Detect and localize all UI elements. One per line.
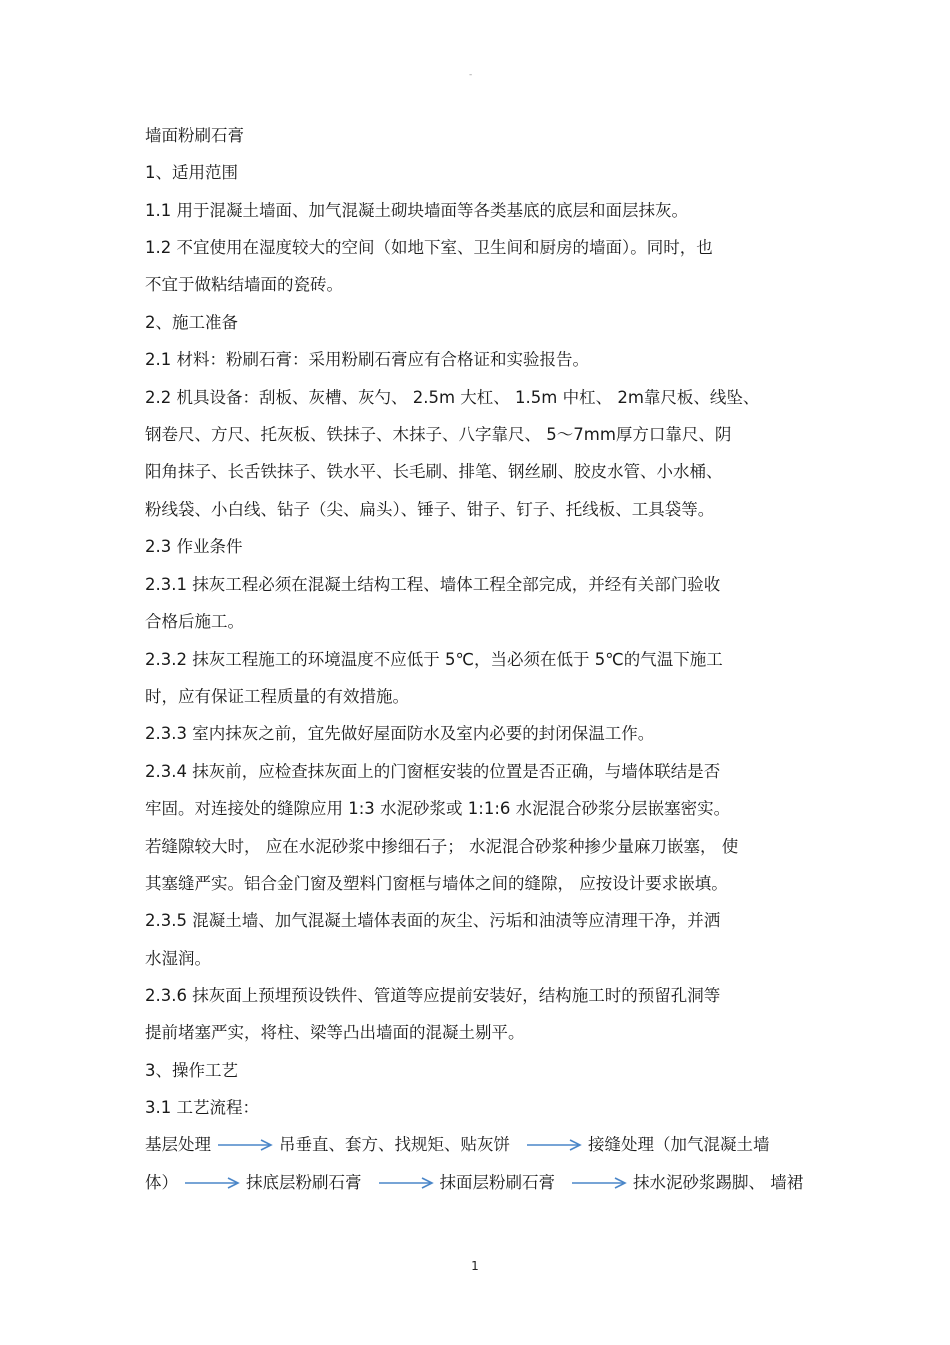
right-arrow-icon xyxy=(571,1176,627,1190)
paragraph-line: 2.2 机具设备：刮板、灰槽、灰勺、 2.5m 大杠、 1.5m 中杠、 2m靠尺板、线坠、 xyxy=(145,388,760,407)
flow-step: 体） xyxy=(145,1173,178,1192)
section-heading: 2、施工准备 xyxy=(145,313,238,332)
paragraph-line: 若缝隙较大时， 应在水泥砂浆中掺细石子； 水泥混合砂浆种掺少量麻刀嵌塞， 使 xyxy=(145,837,739,856)
right-arrow-icon xyxy=(184,1176,240,1190)
page-number: 1 xyxy=(471,1259,479,1273)
flow-step: 吊垂直、套方、找规矩、贴灰饼 xyxy=(279,1135,510,1154)
right-arrow-icon xyxy=(378,1176,434,1190)
document-title: 墙面粉刷石膏 xyxy=(145,126,244,145)
paragraph-line: 其塞缝严实。铝合金门窗及塑料门窗框与墙体之间的缝隙， 应按设计要求嵌填。 xyxy=(145,874,728,893)
paragraph-line: 2.3.5 混凝土墙、加气混凝土墙体表面的灰尘、污垢和油渍等应清理干净，并洒 xyxy=(145,911,721,930)
header-mark: - xyxy=(469,70,473,80)
paragraph-line: 2.3.1 抹灰工程必须在混凝土结构工程、墙体工程全部完成，并经有关部门验收 xyxy=(145,575,721,594)
paragraph-line: 水湿润。 xyxy=(145,949,211,968)
paragraph-line: 牢固。对连接处的缝隙应用 1:3 水泥砂浆或 1:1:6 水泥混合砂浆分层嵌塞密实。 xyxy=(145,799,731,818)
flow-step: 抹底层粉刷石膏 xyxy=(246,1173,362,1192)
flow-step: 抹面层粉刷石膏 xyxy=(439,1173,555,1192)
paragraph-line: 1.1 用于混凝土墙面、加气混凝土砌块墙面等各类基底的底层和面层抹灰。 xyxy=(145,201,688,220)
flow-step: 基层处理 xyxy=(145,1135,211,1154)
flow-step: 抹水泥砂浆踢脚、 墙裙 xyxy=(633,1173,804,1192)
right-arrow-icon xyxy=(526,1138,582,1152)
section-heading: 3、操作工艺 xyxy=(145,1061,238,1080)
paragraph-line: 2.3.2 抹灰工程施工的环境温度不应低于 5℃，当必须在低于 5℃的气温下施工 xyxy=(145,650,723,669)
paragraph-line: 合格后施工。 xyxy=(145,612,244,631)
paragraph-line: 2.3.4 抹灰前，应检查抹灰面上的门窗框安装的位置是否正确，与墙体联结是否 xyxy=(145,762,721,781)
paragraph-line: 粉线袋、小白线、钻子（尖、扁头）、锤子、钳子、钉子、托线板、工具袋等。 xyxy=(145,500,715,519)
paragraph-line: 时，应有保证工程质量的有效措施。 xyxy=(145,687,409,706)
paragraph-line: 2.3.3 室内抹灰之前，宜先做好屋面防水及室内必要的封闭保温工作。 xyxy=(145,724,655,743)
subsection-heading: 3.1 工艺流程： xyxy=(145,1098,259,1117)
paragraph-line: 2.3.6 抹灰面上预埋预设铁件、管道等应提前安装好，结构施工时的预留孔洞等 xyxy=(145,986,721,1005)
right-arrow-icon xyxy=(217,1138,273,1152)
paragraph-line: 2.1 材料：粉刷石膏：采用粉刷石膏应有合格证和实验报告。 xyxy=(145,350,589,369)
paragraph-line: 阳角抹子、长舌铁抹子、铁水平、长毛刷、排笔、钢丝刷、胶皮水管、小水桶、 xyxy=(145,462,723,481)
process-flow-row-2 xyxy=(145,1171,803,1195)
subsection-heading: 2.3 作业条件 xyxy=(145,537,243,556)
section-heading: 1、适用范围 xyxy=(145,163,238,182)
flow-step: 接缝处理（加气混凝土墙 xyxy=(588,1135,770,1154)
paragraph-line: 1.2 不宜使用在湿度较大的空间（如地下室、卫生间和厨房的墙面）。同时，也 xyxy=(145,238,713,257)
paragraph-line: 钢卷尺、方尺、托灰板、铁抹子、木抹子、八字靠尺、 5～7mm厚方口靠尺、阴 xyxy=(145,425,732,444)
paragraph-line: 不宜于做粘结墙面的瓷砖。 xyxy=(145,275,343,294)
process-flow-row-1 xyxy=(145,1133,770,1157)
paragraph-line: 提前堵塞严实，将柱、梁等凸出墙面的混凝土剔平。 xyxy=(145,1023,525,1042)
